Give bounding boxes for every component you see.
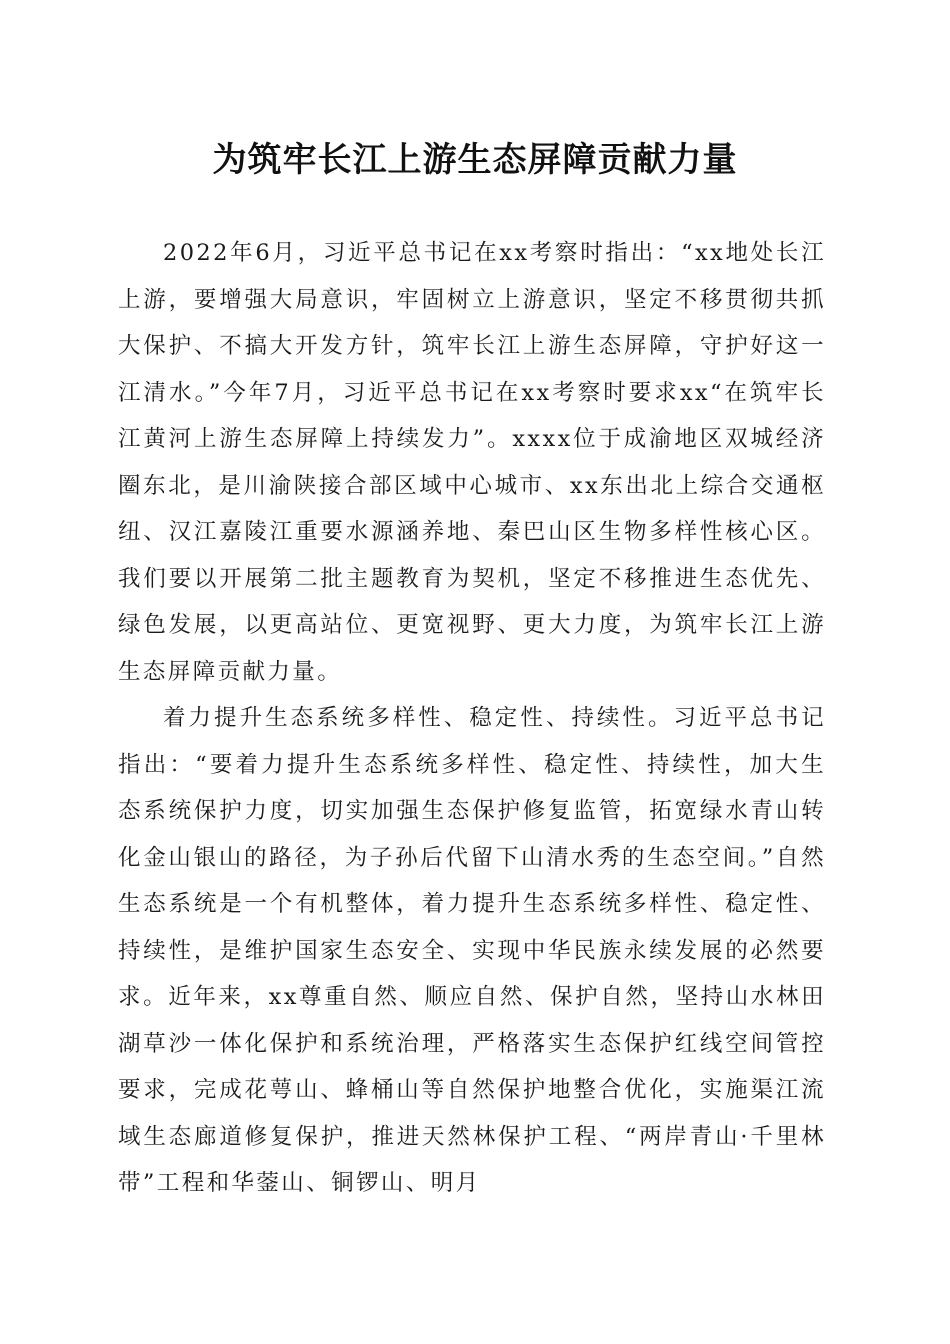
- document-title: 为筑牢长江上游生态屏障贡献力量: [212, 140, 738, 180]
- paragraph-ecosystem: 着力提升生态系统多样性、稳定性、持续性。习近平总书记指出：“要着力提升生态系统多样性、稳定性、持续性，加大生态系统保护力度，切实加强生态保护修复监管，拓宽绿水青山转化金山银山的路径，为子孙后代留下山清水秀的生态空间。”自然生态系统是一个有机整体，着力提升生态系统多样性、稳定性、持续性，是维护国家生态安全、实现中华民族永续发展的必然要求。近年来，xx尊重自然、顺应自然、保护自然，坚持山水林田湖草沙一体化保护和系统治理，严格落实生态保护红线空间管控要求，完成花萼山、蜂桶山等自然保护地整合优化，实施渠江流域生态廊道修复保护，推进天然林保护工程、“两岸青山·千里林带”工程和华蓥山、铜锣山、明月: [118, 705, 826, 1196]
- document-body: [118, 230, 826, 1207]
- paragraph-intro: 2022年6月，习近平总书记在xx考察时指出：“xx地处长江上游，要增强大局意识，牢固树立上游意识，坚定不移贯彻共抓大保护、不搞大开发方针，筑牢长江上游生态屏障，守护好这一江清水。”今年7月，习近平总书记在xx考察时要求xx“在筑牢长江黄河上游生态屏障上持续发力”。xxxx位于成渝地区双城经济圈东北，是川渝陕接合部区域中心城市、xx东出北上综合交通枢纽、汉江嘉陵江重要水源涵养地、秦巴山区生物多样性核心区。我们要以开展第二批主题教育为契机，坚定不移推进生态优先、绿色发展，以更高站位、更宽视野、更大力度，为筑牢长江上游生态屏障贡献力量。: [118, 240, 826, 685]
